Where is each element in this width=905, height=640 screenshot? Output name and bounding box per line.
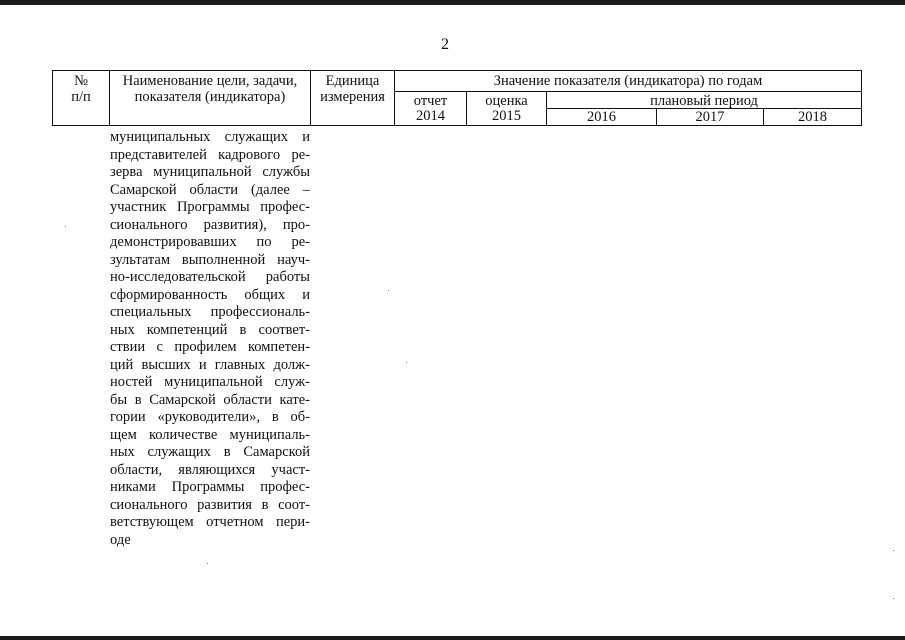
- header-estimate: оценка: [467, 91, 547, 108]
- description-line: зультатам выполненной науч-: [110, 251, 310, 268]
- description-line: оде: [110, 531, 131, 548]
- description-line: ностей муниципальной служ-: [110, 374, 310, 390]
- description-line: но-исследовательской работы: [110, 269, 310, 285]
- description-line: щем количестве муниципаль-: [110, 426, 310, 443]
- year-2017: 2017: [657, 108, 764, 126]
- year-2016: 2016: [547, 108, 657, 126]
- description-line: области, являющихся участ-: [110, 461, 310, 478]
- description-line: гории «руководители», в об-: [110, 409, 310, 425]
- description-line: сионального развития), про-: [110, 216, 310, 233]
- description-line: никами Программы профес-: [110, 479, 310, 495]
- year-2015: 2015: [467, 108, 547, 126]
- description-line: ствии с профилем компетен-: [110, 339, 310, 355]
- header-report: отчет: [395, 91, 467, 108]
- indicator-description: [110, 129, 310, 549]
- description-line: Самарской области (далее –: [110, 181, 310, 198]
- description-line: ций высших и главных долж-: [110, 356, 310, 373]
- header-values-by-year: Значение показателя (индикатора) по годам: [395, 70, 862, 91]
- description-line: муниципальных служащих и: [110, 129, 310, 145]
- description-line: зерва муниципальной службы: [110, 164, 310, 180]
- description-line: демонстрировавших по ре-: [110, 234, 310, 250]
- header-unit: Единица измерения: [311, 70, 395, 126]
- top-border-rule: [0, 0, 905, 5]
- year-2014: 2014: [395, 108, 467, 126]
- header-planned-period: плановый период: [547, 91, 862, 108]
- description-line: ных компетенций в соответ-: [110, 321, 310, 338]
- description-line: участник Программы профес-: [110, 199, 310, 215]
- page-number: 2: [441, 36, 449, 53]
- description-line: бы в Самарской области кате-: [110, 391, 310, 408]
- description-line: специальных профессиональ-: [110, 304, 310, 320]
- header-name: Наименование цели, задачи, показателя (индикатора): [110, 70, 311, 126]
- description-line: сформированность общих и: [110, 286, 310, 303]
- description-line: представителей кадрового ре-: [110, 146, 310, 163]
- bottom-border-rule: [0, 636, 905, 640]
- description-line: ных служащих в Самарской: [110, 444, 310, 460]
- year-2018: 2018: [764, 108, 862, 126]
- description-line: ветствующем отчетном пери-: [110, 514, 310, 530]
- description-line: сионального развития в соот-: [110, 496, 310, 513]
- header-number: № п/п: [52, 70, 110, 126]
